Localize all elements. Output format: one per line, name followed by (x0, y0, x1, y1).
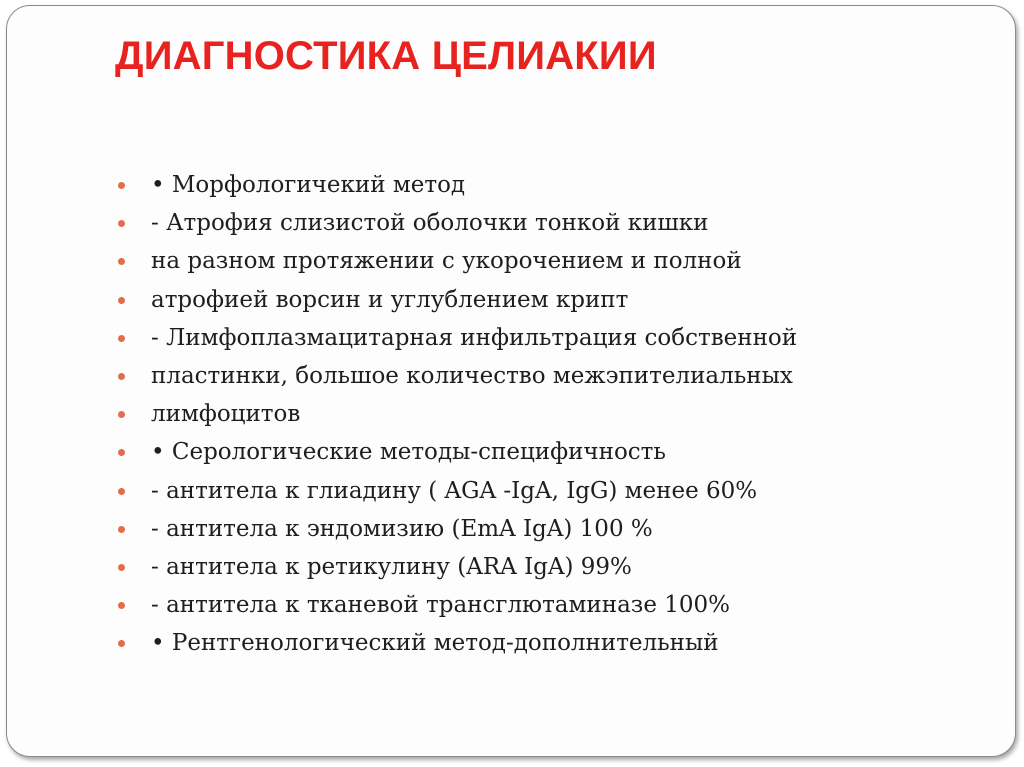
bullet-icon (118, 640, 125, 647)
list-item-text: - антитела к ретикулину (ARA IgA) 99% (151, 553, 632, 580)
list-item-text: • Морфологичекий метод (151, 172, 466, 198)
list-item (118, 586, 797, 624)
list-item (118, 357, 797, 395)
list-item-text: - антитела к эндомизию (EmA IgA) 100 % (151, 515, 653, 542)
list-item (118, 510, 797, 548)
list-item (118, 281, 797, 319)
list-item (118, 548, 797, 586)
list-item (118, 166, 797, 204)
list-item-text: - Лимфоплазмацитарная инфильтрация собственной (151, 324, 798, 351)
bullet-icon (118, 564, 125, 571)
bullet-icon (118, 411, 125, 418)
slide (6, 5, 1016, 757)
list-item (118, 472, 797, 510)
bullet-icon (118, 373, 125, 380)
bullet-icon (118, 526, 125, 533)
bullet-icon (118, 602, 125, 609)
list-item (118, 319, 797, 357)
list-item-text: • Рентгенологический метод-дополнительный (151, 630, 719, 657)
list-item-text: на разном протяжении с укорочением и полной (151, 248, 742, 275)
bullet-icon (118, 220, 125, 227)
bullet-icon (118, 335, 125, 342)
bullet-icon (118, 449, 125, 456)
list-item-text: - антитела к тканевой трансглютаминазе 100% (151, 592, 730, 619)
list-item (118, 433, 797, 471)
bullet-icon (118, 182, 125, 189)
list-item (118, 242, 797, 280)
list-item (118, 204, 797, 242)
bullet-icon (118, 488, 125, 495)
slide-title: ДИАГНОСТИКА ЦЕЛИАКИИ (115, 34, 657, 78)
list-item-text: атрофией ворсин и углублением крипт (151, 286, 629, 313)
list-item-text: - антитела к глиадину ( AGA -IgA, IgG) менее 60% (151, 477, 758, 504)
list-item-text: - Атрофия слизистой оболочки тонкой кишки (151, 210, 709, 237)
list-item-text: лимфоцитов (151, 401, 301, 428)
list-item-text: пластинки, большое количество межэпителиальных (151, 362, 793, 389)
list-item-text: • Серологические методы-специфичность (151, 439, 666, 466)
list-item (118, 395, 797, 433)
bullet-icon (118, 297, 125, 304)
bullet-list (118, 166, 797, 662)
bullet-icon (118, 258, 125, 265)
list-item (118, 624, 797, 662)
